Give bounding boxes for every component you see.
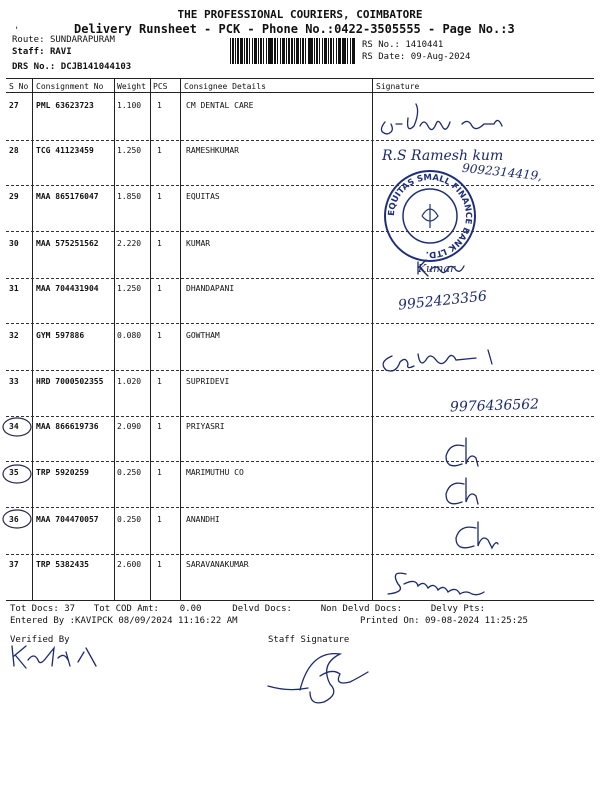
- cell-sno: 27: [9, 101, 19, 110]
- cell-pcs: 1: [157, 146, 162, 155]
- cell-sno: 30: [9, 239, 19, 248]
- cell-consignment: HRD 7000502355: [36, 377, 104, 386]
- bank-stamp: [382, 168, 478, 264]
- handwriting-row33-phone: 9976436562: [449, 396, 540, 416]
- col-header-pcs: PCS: [153, 82, 168, 91]
- verified-by-label: Verified By: [10, 635, 70, 645]
- drs-label: DRS No.:: [12, 62, 56, 72]
- route-value: SUNDARAPURAM: [49, 35, 115, 45]
- cell-consignee: SUPRIDEVI: [186, 377, 230, 386]
- runsheet-title: Delivery Runsheet - PCK - Phone No.:0422-3505555 - Page No.:3: [74, 22, 515, 36]
- cell-weight: 2.220: [117, 239, 142, 248]
- cell-sno: 29: [9, 192, 19, 201]
- company-title: THE PROFESSIONAL COURIERS, COIMBATORE: [177, 8, 423, 21]
- signature-37: [388, 573, 484, 595]
- verified-signature: [12, 646, 96, 668]
- cell-pcs: 1: [157, 101, 162, 110]
- cell-pcs: 1: [157, 515, 162, 524]
- cell-consignee: KUMAR: [186, 239, 211, 248]
- staff-value: RAVI: [49, 47, 72, 57]
- non-delvd-docs-label: Non Delvd Docs:: [320, 604, 403, 614]
- cell-consignee: PRIYASRI: [186, 422, 225, 431]
- col-header-sno: S No: [9, 82, 29, 91]
- cell-consignment: TCG 41123459: [36, 146, 94, 155]
- cell-consignment: MAA 865176047: [36, 192, 99, 201]
- signature-34: [446, 438, 478, 466]
- cell-sno: 36: [9, 515, 19, 524]
- signature-36: [456, 522, 498, 548]
- col-header-consignment: Consignment No: [36, 82, 104, 91]
- totals-line: [10, 604, 485, 614]
- cell-weight: 2.600: [117, 560, 142, 569]
- cell-sno: 37: [9, 560, 19, 569]
- cell-weight: 0.080: [117, 331, 142, 340]
- cell-sno: 34: [9, 422, 19, 431]
- col-header-signature: Signature: [376, 82, 420, 91]
- rs-date-label: RS Date:: [362, 52, 406, 62]
- handwriting-row28: R.S Ramesh kum: [382, 148, 504, 164]
- cell-consignment: MAA 704470057: [36, 515, 99, 524]
- handwriting-row30: Kumar: [418, 262, 456, 275]
- tot-cod-value: 0.00: [179, 604, 202, 614]
- cell-weight: 1.250: [117, 284, 142, 293]
- stray-mark: ': [14, 26, 20, 36]
- cell-consignment: TRP 5382435: [36, 560, 89, 569]
- cell-pcs: 1: [157, 192, 162, 201]
- staff-signature-mark: [268, 654, 368, 703]
- cell-consignment: MAA 704431904: [36, 284, 99, 293]
- cell-consignment: MAA 575251562: [36, 239, 99, 248]
- delvd-docs-label: Delvd Docs:: [232, 604, 292, 614]
- delvy-pts-label: Delvy Pts:: [430, 604, 486, 614]
- cell-consignee: ANANDHI: [186, 515, 220, 524]
- cell-pcs: 1: [157, 468, 162, 477]
- cell-pcs: 1: [157, 422, 162, 431]
- cell-sno: 35: [9, 468, 19, 477]
- cell-pcs: 1: [157, 284, 162, 293]
- cell-sno: 31: [9, 284, 19, 293]
- cell-weight: 1.250: [117, 146, 142, 155]
- rs-date-value: 09-Aug-2024: [410, 52, 471, 62]
- cell-consignment: GYM 597886: [36, 331, 85, 340]
- drs-value: DCJB141044103: [60, 62, 132, 72]
- signature-32: [383, 350, 492, 371]
- tot-docs-value: 37: [64, 604, 76, 614]
- cell-pcs: 1: [157, 331, 162, 340]
- cell-consignment: MAA 866619736: [36, 422, 99, 431]
- stamp-text: EQUITAS SMALL FINANCE BANK LTD.: [386, 172, 474, 260]
- cell-consignee: EQUITAS: [186, 192, 220, 201]
- cell-pcs: 1: [157, 560, 162, 569]
- cell-weight: 0.250: [117, 468, 142, 477]
- cell-weight: 1.100: [117, 101, 142, 110]
- staff-label: Staff:: [12, 47, 45, 57]
- cell-consignee: MARIMUTHU CO: [186, 468, 244, 477]
- cell-consignee: SARAVANAKUMAR: [186, 560, 249, 569]
- rs-no-value: 1410441: [405, 40, 444, 50]
- cell-sno: 28: [9, 146, 19, 155]
- tot-cod-label: Tot COD Amt:: [93, 604, 159, 614]
- cell-consignment: PML 63623723: [36, 101, 94, 110]
- cell-pcs: 1: [157, 377, 162, 386]
- cell-pcs: 1: [157, 239, 162, 248]
- cell-consignee: DHANDAPANI: [186, 284, 235, 293]
- signature-35: [446, 478, 478, 504]
- staff-signature-label: Staff Signature: [268, 635, 350, 645]
- cell-consignment: TRP 5920259: [36, 468, 89, 477]
- cell-weight: 0.250: [117, 515, 142, 524]
- handwriting-row28-phone: 9092314419,: [461, 160, 543, 184]
- route-label: Route:: [12, 35, 45, 45]
- cell-weight: 2.090: [117, 422, 142, 431]
- handwriting-row31-phone: 9952423356: [397, 288, 488, 314]
- cell-consignee: CM DENTAL CARE: [186, 101, 254, 110]
- col-header-consignee: Consignee Details: [184, 82, 266, 91]
- cell-weight: 1.850: [117, 192, 142, 201]
- col-header-weight: Weight: [117, 82, 146, 91]
- cell-sno: 33: [9, 377, 19, 386]
- rs-no-label: RS No.:: [362, 40, 400, 50]
- tot-docs-label: Tot Docs:: [10, 604, 59, 614]
- cell-consignee: GOWTHAM: [186, 331, 220, 340]
- signature-27: [381, 104, 502, 134]
- entered-by: Entered By :KAVIPCK 08/09/2024 11:16:22 AM: [10, 616, 238, 626]
- cell-consignee: RAMESHKUMAR: [186, 146, 239, 155]
- cell-sno: 32: [9, 331, 19, 340]
- printed-on: Printed On: 09-08-2024 11:25:25: [360, 616, 528, 626]
- cell-weight: 1.020: [117, 377, 142, 386]
